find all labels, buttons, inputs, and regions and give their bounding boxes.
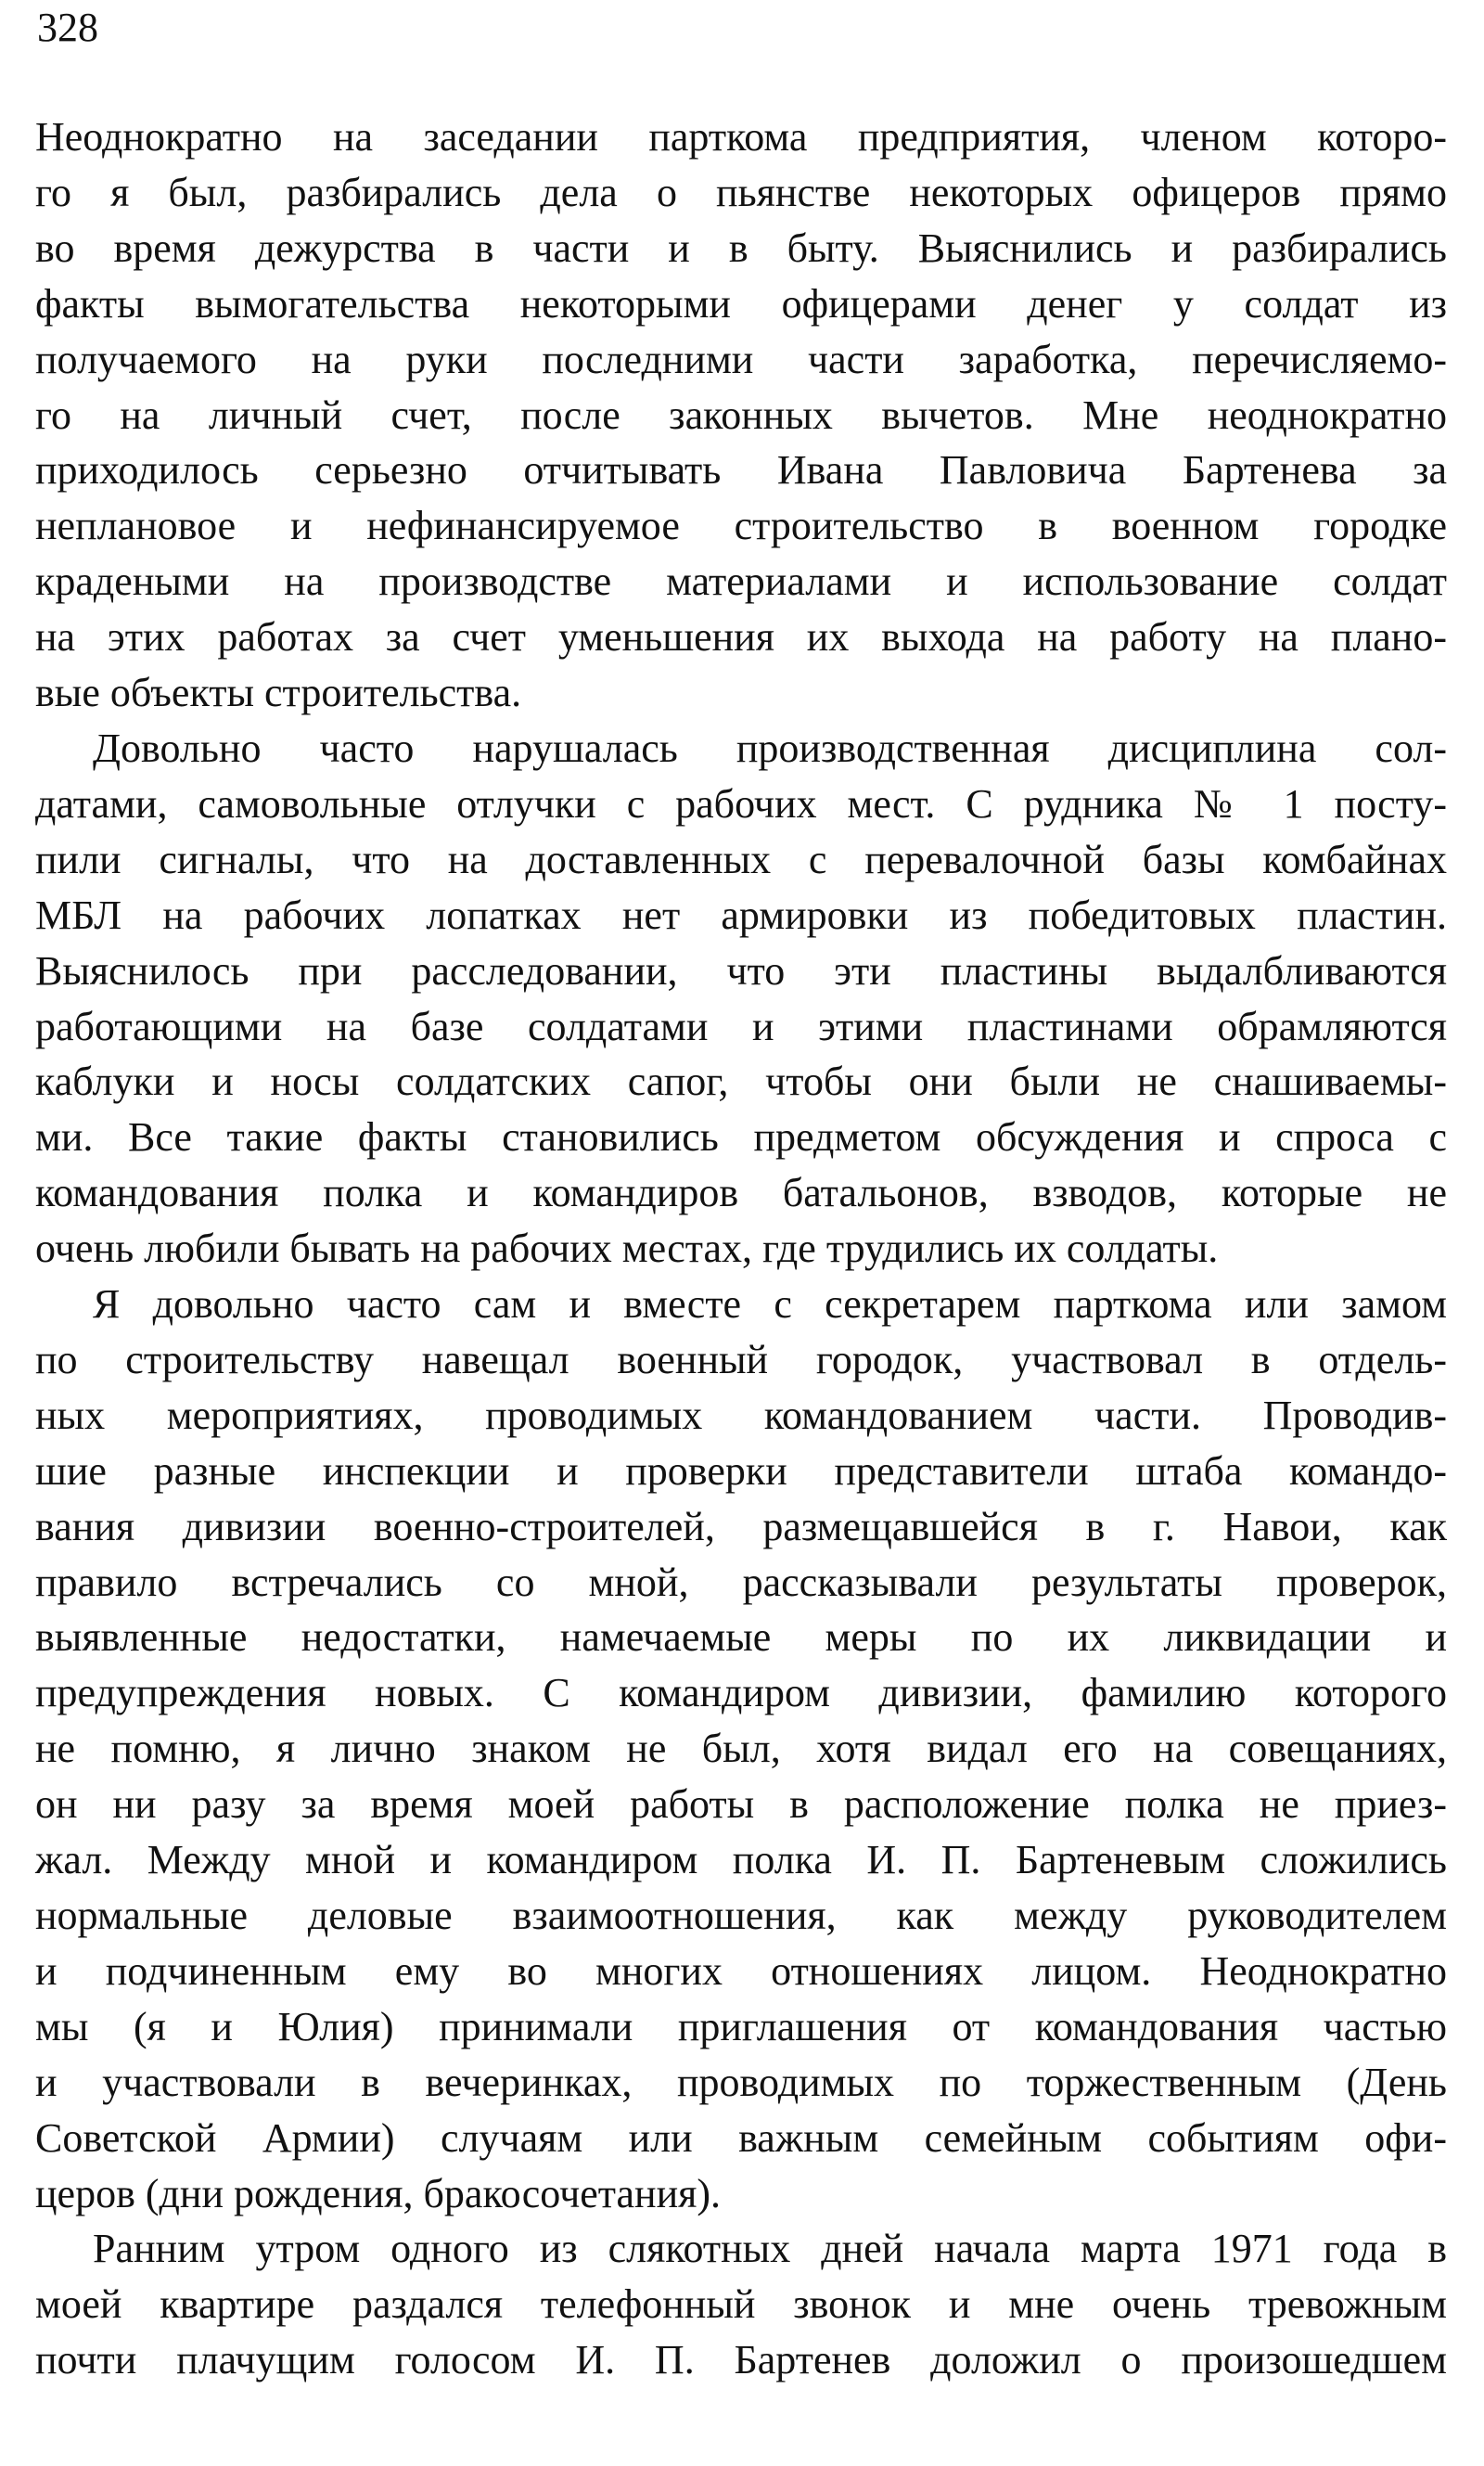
text-line: предупреждения новых. С командиром дивизии, фамилию которого bbox=[35, 1670, 1447, 1716]
text-line: Я довольно часто сам и вместе с секретарем парткома или замом bbox=[93, 1281, 1447, 1328]
text-line: Ранним утром одного из слякотных дней начала марта 1971 года в bbox=[93, 2226, 1447, 2272]
text-line: и подчиненным ему во многих отношениях лицом. Неоднократно bbox=[35, 1947, 1447, 1994]
paragraph bbox=[35, 721, 1447, 1277]
text-line: Выяснилось при расследовании, что эти пластины выдалбливаются bbox=[35, 947, 1447, 994]
text-line: вые объекты строительства. bbox=[35, 670, 522, 716]
text-line: Довольно часто нарушалась производственная дисциплина сол- bbox=[93, 725, 1447, 771]
text-line: Неоднократно на заседании парткома предприятия, членом которо- bbox=[35, 114, 1447, 160]
text-line: моей квартире раздался телефонный звонок и мне очень тревожным bbox=[35, 2281, 1447, 2328]
text-line: шие разные инспекции и проверки представители штаба командо- bbox=[35, 1447, 1447, 1494]
text-line: приходилось серьезно отчитывать Ивана Павловича Бартенева за bbox=[35, 447, 1447, 494]
text-line: ми. Все такие факты становились предметом обсуждения и спроса с bbox=[35, 1114, 1447, 1161]
text-line: очень любили бывать на рабочих местах, где трудились их солдаты. bbox=[35, 1226, 1219, 1272]
text-line: крадеными на производстве материалами и использование солдат bbox=[35, 559, 1447, 605]
text-line: вания дивизии военно-строителей, размещавшейся в г. Навои, как bbox=[35, 1503, 1447, 1549]
text-line: командования полка и командиров батальонов, взводов, которые не bbox=[35, 1170, 1447, 1216]
text-line: работающими на базе солдатами и этими пластинами обрамляются bbox=[35, 1003, 1447, 1049]
text-line: почти плачущим голосом И. П. Бартенев доложил о произошедшем bbox=[35, 2337, 1447, 2383]
text-line: каблуки и носы солдатских сапог, чтобы они были не снашиваемы- bbox=[35, 1059, 1447, 1105]
text-line: правило встречались со мной, рассказывали результаты проверок, bbox=[35, 1559, 1447, 1605]
text-line: факты вымогательства некоторыми офицерами денег у солдат из bbox=[35, 280, 1447, 327]
text-line: датами, самовольные отлучки с рабочих мест. С рудника № 1 посту- bbox=[35, 780, 1447, 827]
text-line: и участвовали в вечеринках, проводимых по торжественным (День bbox=[35, 2059, 1447, 2105]
text-line: он ни разу за время моей работы в расположение полка не приез- bbox=[35, 1781, 1447, 1828]
page-number: 328 bbox=[37, 5, 98, 50]
text-line: выявленные недостатки, намечаемые меры по их ликвидации и bbox=[35, 1614, 1447, 1661]
text-line: ных мероприятиях, проводимых командованием части. Проводив- bbox=[35, 1392, 1447, 1438]
paragraph bbox=[35, 1277, 1447, 2221]
text-line: на этих работах за счет уменьшения их выхода на работу на плано- bbox=[35, 614, 1447, 661]
text-line: получаемого на руки последними части заработка, перечисляемо- bbox=[35, 336, 1447, 382]
text-line: го я был, разбирались дела о пьянстве некоторых офицеров прямо bbox=[35, 169, 1447, 215]
text-line: по строительству навещал военный городок, участвовал в отдель- bbox=[35, 1336, 1447, 1382]
text-line: не помню, я лично знаком не был, хотя видал его на совещаниях, bbox=[35, 1726, 1447, 1772]
body-text bbox=[35, 109, 1447, 2388]
text-line: го на личный счет, после законных вычетов. Мне неоднократно bbox=[35, 392, 1447, 438]
text-line: нормальные деловые взаимоотношения, как между руководителем bbox=[35, 1893, 1447, 1938]
text-line: пили сигналы, что на доставленных с перевалочной базы комбайнах bbox=[35, 836, 1447, 882]
text-line: мы (я и Юлия) принимали приглашения от командования частью bbox=[35, 2003, 1447, 2049]
text-line: жал. Между мной и командиром полка И. П. Бартеневым сложились bbox=[35, 1837, 1447, 1883]
text-line: неплановое и нефинансируемое строительство в военном городке bbox=[35, 503, 1447, 549]
text-line: во время дежурства в части и в быту. Выяснились и разбирались bbox=[35, 225, 1447, 271]
text-line: церов (дни рождения, бракосочетания). bbox=[35, 2170, 722, 2216]
text-line: МБЛ на рабочих лопатках нет армировки из победитовых пластин. bbox=[35, 892, 1447, 938]
paragraph bbox=[35, 109, 1447, 721]
text-line: Советской Армии) случаям или важным семейным событиям офи- bbox=[35, 2114, 1447, 2161]
paragraph bbox=[35, 2221, 1447, 2388]
